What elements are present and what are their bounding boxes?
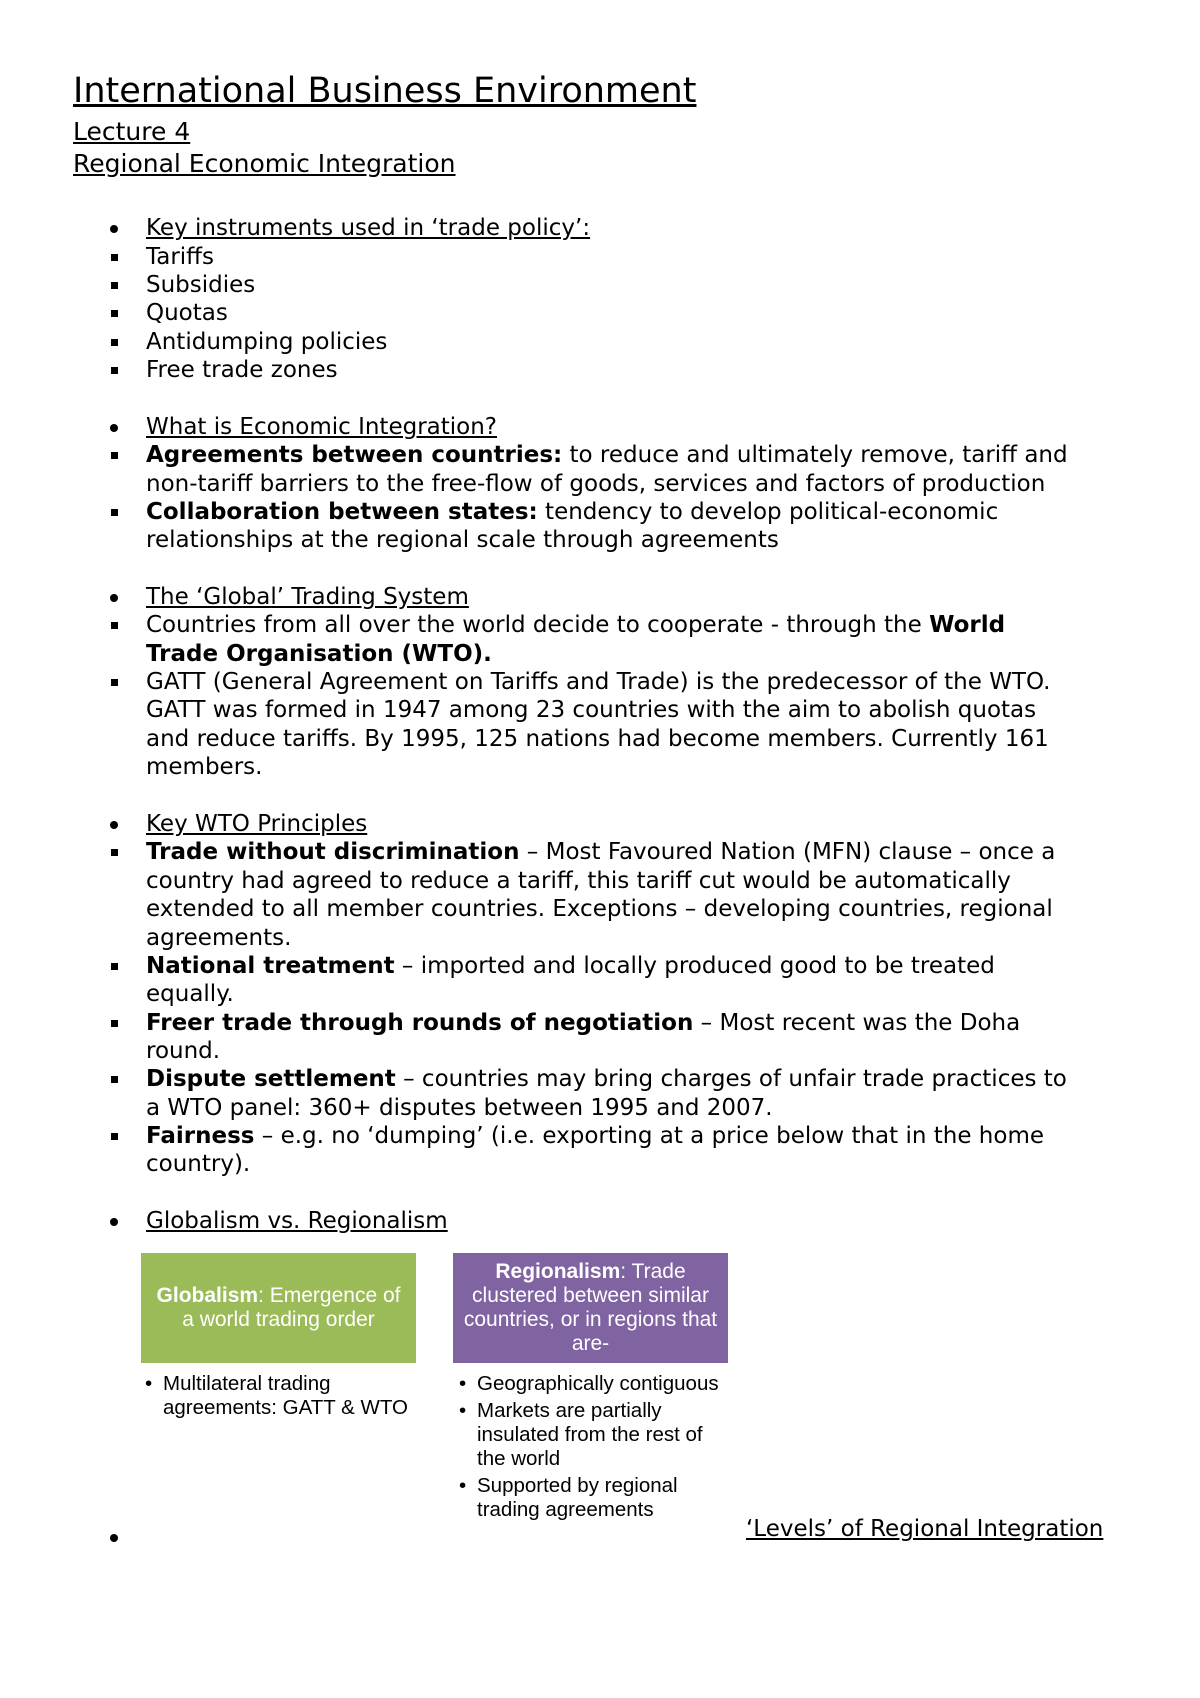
item-bold: World [929, 612, 1006, 638]
list-item: • Geographically contiguous [459, 1372, 721, 1396]
list-item: GATT (General Agreement on Tariffs and Trade) is the predecessor of the WTO. [146, 669, 1051, 695]
bullet-icon [110, 1534, 118, 1542]
list-item: Quotas [146, 300, 228, 326]
item-text: – imported and locally produced good to be treated [394, 953, 995, 979]
list-item: • Supported by regional trading agreements [459, 1474, 721, 1522]
section-heading-trade-policy: Key instruments used in ‘trade policy’: [146, 215, 591, 241]
list-item [146, 611, 1005, 640]
item-text: – Most recent was the Doha [693, 1010, 1021, 1036]
globalism-list [145, 1372, 415, 1423]
item-bold: Trade Organisation (WTO). [146, 641, 492, 667]
globalism-box [141, 1253, 416, 1363]
item-lead: Collaboration between states: [146, 499, 538, 525]
list-item [146, 498, 998, 527]
square-bullet-icon [111, 254, 118, 261]
list-item-continuation: country). [146, 1151, 251, 1177]
item-lead: Freer trade through rounds of negotiation [146, 1010, 694, 1036]
list-item-continuation [146, 640, 492, 669]
list-item: Subsidies [146, 272, 256, 298]
list-item-continuation: and reduce tariffs. By 1995, 125 nations had become members. Currently 161 [146, 726, 1049, 752]
square-bullet-icon [111, 849, 118, 856]
section-heading-global-trading-system: The ‘Global’ Trading System [146, 584, 469, 610]
list-item-continuation: relationships at the regional scale through agreements [146, 527, 779, 553]
item-text: – e.g. no ‘dumping’ (i.e. exporting at a price below that in the home [254, 1123, 1045, 1149]
list-item-continuation: extended to all member countries. Exceptions – developing countries, regional [146, 896, 1053, 922]
section-heading-wto-principles: Key WTO Principles [146, 811, 368, 837]
globalism-definition: : Emergence of a world trading order [182, 1284, 401, 1331]
list-item-continuation: round. [146, 1038, 221, 1064]
square-bullet-icon [111, 963, 118, 970]
item-lead: Agreements between countries: [146, 442, 563, 468]
lecture-topic: Regional Economic Integration [73, 149, 456, 178]
list-item [146, 1065, 1067, 1094]
bullet-icon [110, 424, 118, 432]
square-bullet-icon [111, 1133, 118, 1140]
section-heading-globalism-vs-regionalism: Globalism vs. Regionalism [146, 1208, 448, 1234]
item-text: to reduce and ultimately remove, tariff and [562, 442, 1068, 468]
list-item-continuation: non-tariff barriers to the free-flow of goods, services and factors of production [146, 471, 1046, 497]
bullet-icon [110, 1218, 118, 1226]
list-item-continuation: equally. [146, 981, 234, 1007]
square-bullet-icon [111, 679, 118, 686]
list-item-continuation: members. [146, 754, 263, 780]
item-lead: Dispute settlement [146, 1066, 396, 1092]
list-item [146, 952, 995, 981]
item-text: – Most Favoured Nation (MFN) clause – once a [519, 839, 1056, 865]
list-item: Free trade zones [146, 357, 338, 383]
globalism-term: Globalism [156, 1284, 259, 1307]
square-bullet-icon [111, 509, 118, 516]
square-bullet-icon [111, 310, 118, 317]
item-text: tendency to develop political-economic [537, 499, 999, 525]
square-bullet-icon [111, 1020, 118, 1027]
regionalism-term: Regionalism [495, 1260, 621, 1283]
lecture-number: Lecture 4 [73, 117, 191, 146]
item-lead: National treatment [146, 953, 395, 979]
regionalism-box [453, 1253, 728, 1363]
list-item [146, 1122, 1044, 1151]
item-lead: Trade without discrimination [146, 839, 520, 865]
list-item: • Markets are partially insulated from the rest of the world [459, 1399, 721, 1471]
list-item [146, 838, 1055, 867]
document-title: International Business Environment [73, 71, 697, 111]
square-bullet-icon [111, 282, 118, 289]
item-text: – countries may bring charges of unfair trade practices to [395, 1066, 1067, 1092]
bullet-icon [110, 821, 118, 829]
regionalism-list [459, 1372, 721, 1525]
regionalism-box-title [461, 1260, 720, 1356]
square-bullet-icon [111, 339, 118, 346]
bullet-icon [110, 225, 118, 233]
list-item-continuation: country had agreed to reduce a tariff, this tariff cut would be automatically [146, 868, 1011, 894]
section-heading-levels-of-integration: ‘Levels’ of Regional Integration [746, 1516, 1104, 1542]
list-item: • Multilateral trading agreements: GATT & WTO [145, 1372, 415, 1420]
item-text: Countries from all over the world decide to cooperate - through the [146, 612, 930, 638]
section-heading-economic-integration: What is Economic Integration? [146, 414, 498, 440]
square-bullet-icon [111, 367, 118, 374]
square-bullet-icon [111, 452, 118, 459]
square-bullet-icon [111, 1076, 118, 1083]
list-item: Tariffs [146, 244, 215, 270]
list-item-continuation: GATT was formed in 1947 among 23 countries with the aim to abolish quotas [146, 697, 1037, 723]
list-item-continuation: a WTO panel: 360+ disputes between 1995 and 2007. [146, 1095, 773, 1121]
list-item [146, 1009, 1020, 1038]
square-bullet-icon [111, 622, 118, 629]
item-lead: Fairness [146, 1123, 255, 1149]
regionalism-definition: : Trade clustered between similar countries, or in regions that are- [463, 1260, 718, 1355]
list-item: Antidumping policies [146, 329, 388, 355]
globalism-box-title [149, 1284, 408, 1332]
bullet-icon [110, 594, 118, 602]
list-item [146, 441, 1068, 470]
list-item-continuation: agreements. [146, 925, 292, 951]
